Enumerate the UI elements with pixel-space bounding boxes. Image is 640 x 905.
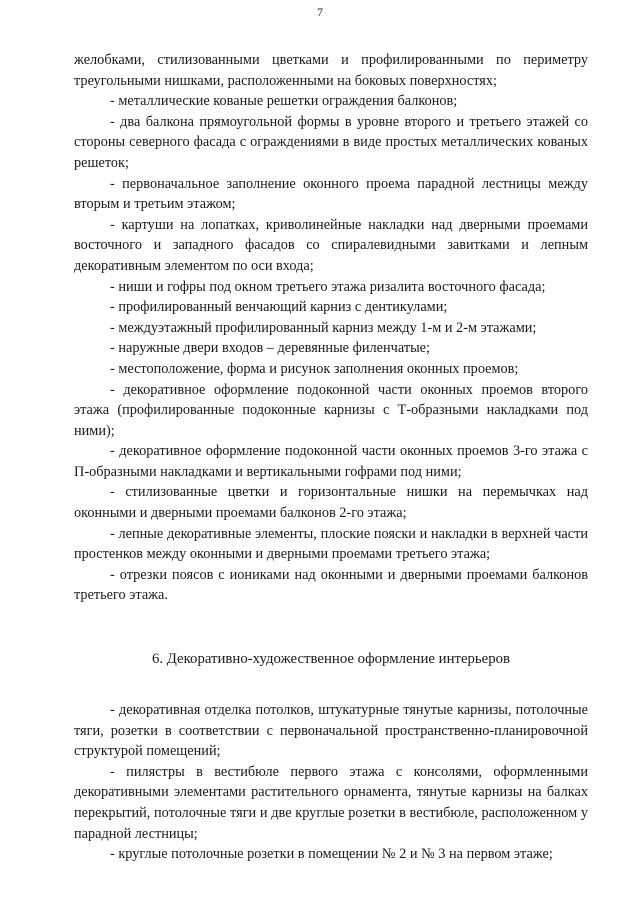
list-item-entrance-doors: - наружные двери входов – деревянные филенчатые; (110, 340, 430, 357)
paragraph-continuation: желобками, стилизованными цветками и профилированными по периметру треугольными нишками, расположенными на боковых поверхностях; (74, 52, 588, 89)
list-item-vestibule-pilasters: - пилястры в вестибюле первого этажа с консолями, оформленными декоративными элементами растительного орнамента, тянутые карнизы на балках перекрытий, потолочные тяги и две круглые розетки в вестибюле, расположенном у парадной лестницы; (74, 763, 588, 842)
list-item-north-balconies: - два балкона прямоугольной формы в уровне второго и третьего этажей со стороны северного фасада с ограждениями в виде простых металлических кованых решеток; (74, 113, 588, 171)
document-body (74, 50, 588, 865)
page-number: 7 (317, 5, 323, 19)
list-item-ceiling-rosettes: - круглые потолочные розетки в помещении № 2 и № 3 на первом этаже; (110, 846, 553, 863)
list-item-window-layout: - местоположение, форма и рисунок заполнения оконных проемов; (110, 360, 519, 377)
list-item-staircase-window: - первоначальное заполнение оконного проема парадной лестницы между вторым и третьим этажом; (74, 175, 588, 213)
list-item-niches: - ниши и гофры под окном третьего этажа ризалита восточного фасада; (110, 278, 546, 295)
list-item-pier-decor: - лепные декоративные элементы, плоские пояски и накладки в верхней части простенков между оконными и дверными проемами третьего этажа; (74, 525, 588, 563)
list-item-lintel-flowers: - стилизованные цветки и горизонтальные нишки на перемычках над оконными и дверными проемами балконов 2-го этажа; (74, 484, 588, 522)
list-item-ionic-belts: - отрезки поясов с иониками над оконными и дверными проемами балконов третьего этажа. (74, 566, 588, 604)
section-heading: 6. Декоративно-художественное оформление интерьеров (151, 651, 511, 668)
list-item-third-floor-sills: - декоративное оформление подоконной части оконных проемов 3-го этажа с П-образными накладками и вертикальными гофрами под ними; (74, 443, 588, 480)
list-item-crowning-cornice: - профилированный венчающий карниз с дентикулами; (110, 299, 448, 316)
list-item-second-floor-sills: - декоративное оформление подоконной части оконных проемов второго этажа (профилированные подоконные карнизы с Т-образными накладками под ними); (74, 381, 588, 439)
list-item-ceiling-decor: - декоративная отделка потолков, штукатурные тянутые карнизы, потолочные тяги, розетки в соответствии с первоначальной пространственно-планировочной структурой помещений; (74, 702, 588, 760)
list-item-cartouches: - картуши на лопатках, криволинейные накладки над дверными проемами восточного и западного фасадов со спиралевидными завитками и лепным декоративным элементом по оси входа; (74, 216, 588, 274)
list-item-balcony-railings: - металлические кованые решетки ограждения балконов; (110, 93, 458, 110)
list-item-floor-cornice: - междуэтажный профилированный карниз между 1-м и 2-м этажами; (110, 319, 537, 336)
